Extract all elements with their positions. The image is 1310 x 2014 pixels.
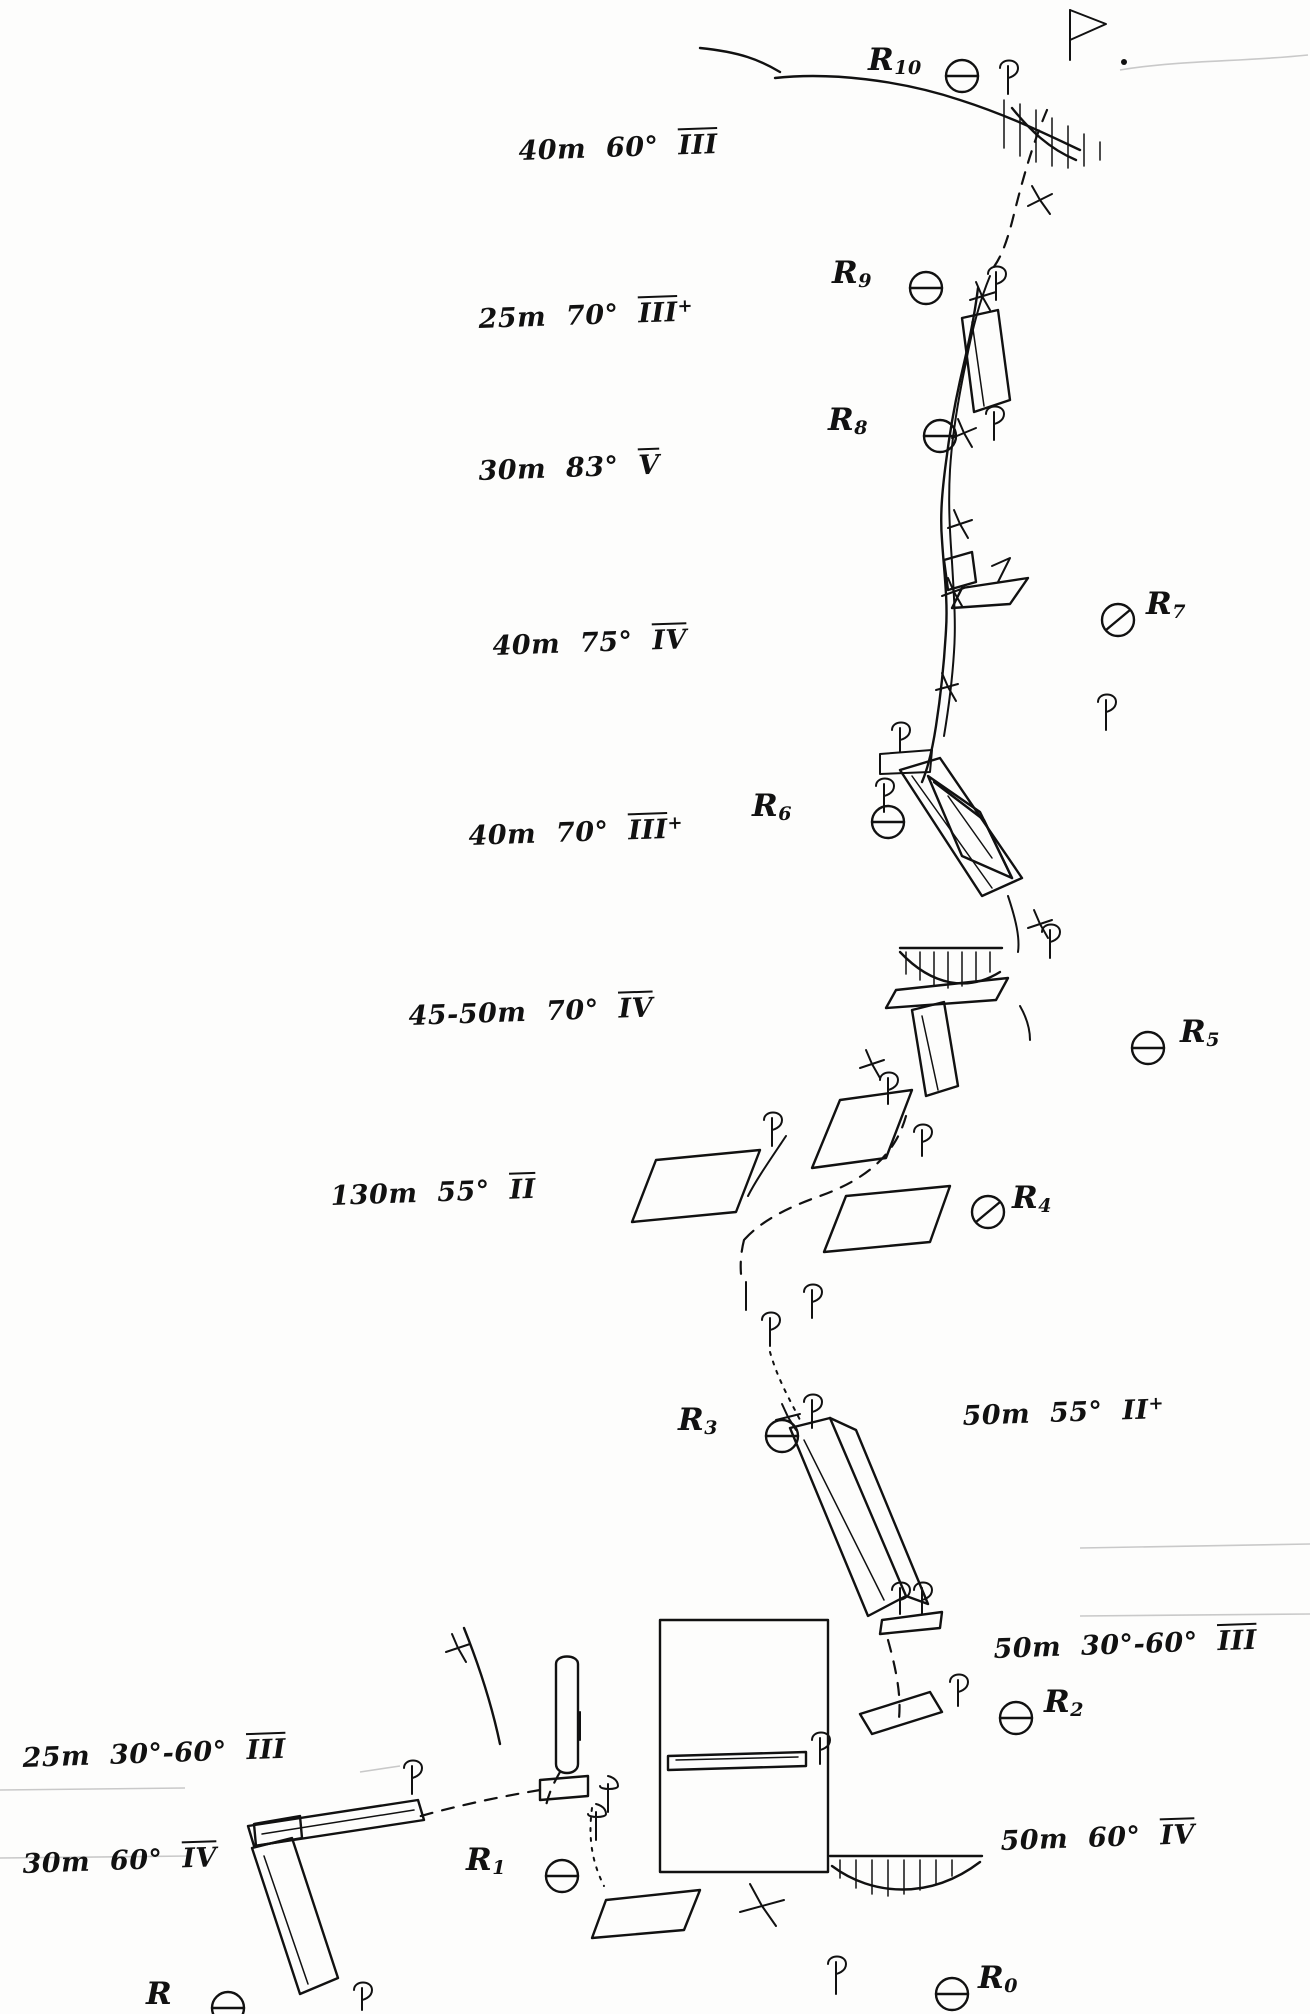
route-line-upper — [922, 110, 1052, 782]
belay-marker-r0 — [936, 1978, 968, 2010]
belay-label-r9: $R_9$ — [832, 255, 872, 292]
pitch-label-1: 25m 30°-60° $\overline{III}$ — [22, 1733, 287, 1774]
pitch-label-6: 40m 70° $\overline{III}^+$ — [468, 812, 684, 852]
belay-marker-r4 — [972, 1196, 1004, 1228]
belay-label-r8: $R_8$ — [828, 402, 868, 439]
pitch-label-5: 45-50m 70° $\overline{IV}$ — [408, 992, 654, 1032]
belay-label-r7: $R_7$ — [1146, 586, 1186, 623]
faint-guide — [0, 1788, 185, 1790]
belay-label-r2: $R_2$ — [1044, 1684, 1084, 1721]
belay-marker-r8 — [924, 420, 956, 452]
belay-markers — [212, 60, 1164, 2014]
route-line-r6-r5 — [1008, 896, 1019, 952]
belay-marker-r3 — [766, 1420, 798, 1452]
belay-marker-r2 — [1000, 1702, 1032, 1734]
ledge-r7 — [952, 558, 1028, 608]
pegs-r3 — [746, 1282, 822, 1420]
faint-guide — [1080, 1544, 1310, 1548]
pitch-label-4: 130m 55° $\overline{II}$ — [330, 1173, 537, 1212]
faint-guide — [1120, 55, 1308, 70]
roof-hatch-r5 — [900, 948, 1002, 988]
belay-marker-r6 — [872, 806, 904, 838]
piton-r8 — [986, 407, 1004, 441]
faint-guide — [360, 1766, 400, 1772]
piton-symbol-r7 — [1098, 695, 1116, 731]
rock-flake-upper — [928, 310, 1012, 878]
piton-r9 — [988, 267, 1006, 301]
belay-label-r6: $R_6$ — [752, 788, 792, 825]
belay-marker-r9 — [910, 272, 942, 304]
slab-terraces — [632, 1050, 950, 1282]
lower-terrain — [248, 1620, 982, 2010]
belay-marker-rx — [212, 1992, 244, 2014]
pitch-label-9: 25m 70° $\overline{III}^+$ — [478, 295, 694, 335]
piton-r10 — [1000, 61, 1018, 95]
belay-marker-r5 — [1132, 1032, 1164, 1064]
belay-label-r1: $R_1$ — [466, 1842, 506, 1879]
pitch-label-10: 40m 60° $\overline{III}$ — [518, 129, 719, 167]
pitch-label-7: 40m 75° $\overline{IV}$ — [492, 624, 688, 662]
ledge-block-r5 — [886, 925, 1060, 1097]
belay-label-rx: R — [146, 1976, 173, 2012]
pitch-label-0b: 50m 60° $\overline{IV}$ — [1000, 1819, 1196, 1857]
belay-label-r0: $R_0$ — [978, 1960, 1018, 1997]
belay-label-r4: $R_4$ — [1012, 1180, 1052, 1217]
belay-marker-r1 — [546, 1860, 578, 1892]
belay-label-r10: $R_{10}$ — [868, 42, 922, 79]
pitch-label-8: 30m 83° $\overline{V}$ — [478, 449, 661, 487]
belay-marker-r7 — [1102, 604, 1134, 636]
belay-marker-r10 — [946, 60, 978, 92]
belay-label-r5: $R_5$ — [1180, 1014, 1220, 1051]
pitch-label-3: 50m 55° II+ — [962, 1392, 1165, 1432]
pitch-label-2: 50m 30°-60° $\overline{III}$ — [993, 1624, 1258, 1665]
summit-overhang — [700, 10, 1127, 168]
belay-label-r3: $R_3$ — [678, 1402, 718, 1439]
pitch-label-0a: 30m 60° $\overline{IV}$ — [22, 1842, 218, 1880]
faint-guide — [1080, 1614, 1310, 1616]
ledge-r2 — [880, 1583, 942, 1635]
